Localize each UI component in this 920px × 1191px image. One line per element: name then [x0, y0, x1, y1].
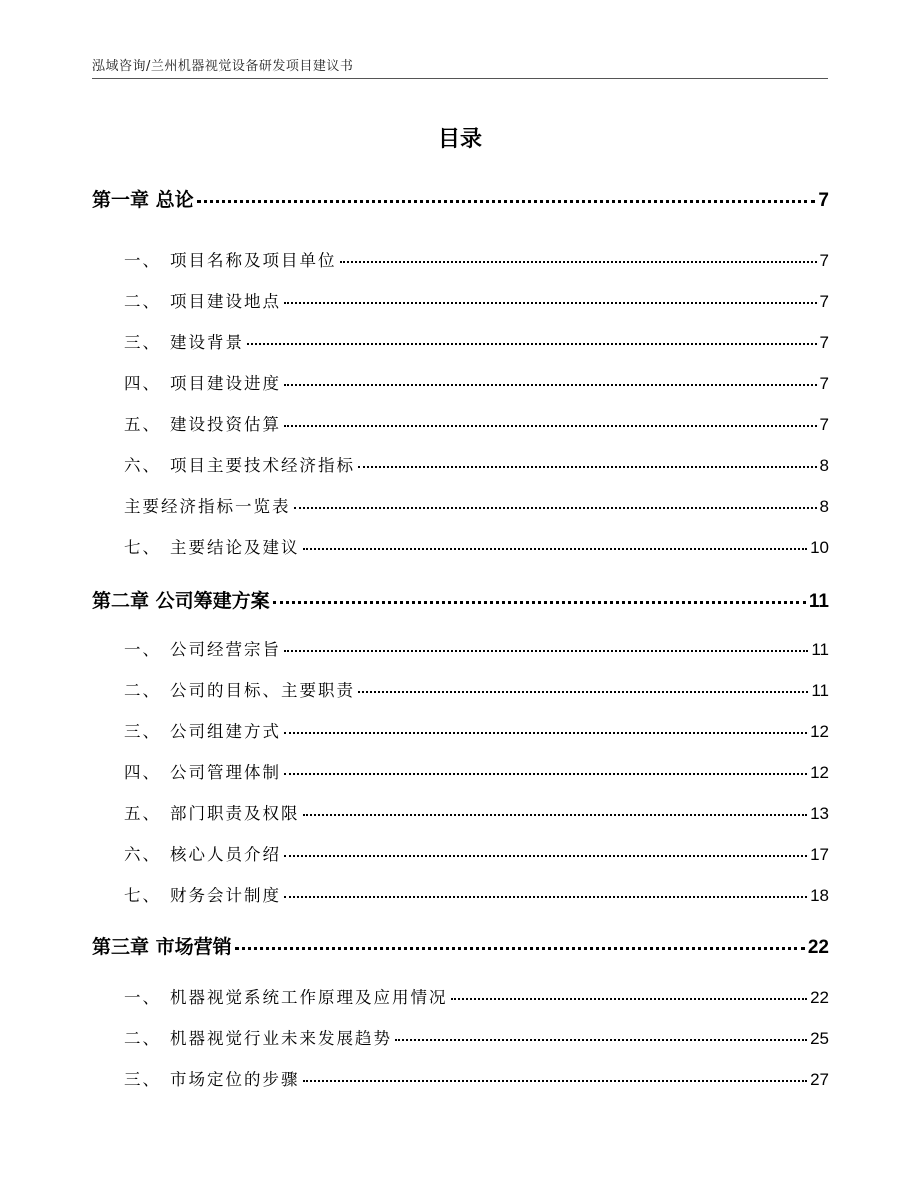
dot-leader — [284, 896, 807, 898]
page-number: 17 — [810, 845, 829, 864]
section-number: 六、 — [124, 845, 161, 864]
page-number: 7 — [819, 374, 829, 393]
toc-entry-label — [124, 718, 281, 742]
dot-leader — [303, 814, 808, 816]
section-number: 三、 — [124, 722, 161, 741]
dot-leader — [284, 855, 807, 857]
dot-leader — [395, 1039, 807, 1041]
dot-leader — [340, 261, 817, 263]
page-number: 8 — [819, 456, 829, 475]
section-number: 六、 — [124, 456, 161, 475]
toc-entry-label — [124, 677, 355, 701]
dot-leader — [197, 200, 816, 203]
page-number: 22 — [810, 988, 829, 1007]
section-title: 财务会计制度 — [170, 886, 281, 905]
dot-leader — [284, 773, 807, 775]
toc-chapter-entry[interactable] — [92, 932, 829, 959]
toc-entry-label — [92, 185, 194, 212]
toc-entry-label — [124, 288, 281, 312]
toc-entry-label — [124, 452, 355, 476]
toc-section-entry[interactable] — [92, 493, 829, 517]
toc-section-entry[interactable] — [92, 329, 829, 353]
running-header: 泓域咨询/兰州机器视觉设备研发项目建议书 — [92, 59, 354, 74]
toc-section-entry[interactable] — [92, 370, 829, 394]
section-title: 公司的目标、主要职责 — [170, 681, 355, 700]
section-title: 公司组建方式 — [170, 722, 281, 741]
toc-section-entry[interactable] — [92, 677, 829, 701]
dot-leader — [303, 1080, 808, 1082]
page-number: 27 — [810, 1070, 829, 1089]
page-number: 11 — [811, 640, 829, 659]
page-number: 12 — [810, 722, 829, 741]
dot-leader — [294, 507, 817, 509]
toc-section-entry[interactable] — [92, 411, 829, 435]
toc-section-entry[interactable] — [92, 718, 829, 742]
toc-entry-label — [124, 984, 448, 1008]
section-number: 七、 — [124, 886, 161, 905]
section-number: 二、 — [124, 1029, 161, 1048]
section-number: 五、 — [124, 804, 161, 823]
toc-entry-label — [124, 493, 291, 517]
toc-section-entry[interactable] — [92, 1066, 829, 1090]
section-number: 三、 — [124, 1070, 161, 1089]
section-number: 四、 — [124, 374, 161, 393]
toc-entry-label — [124, 841, 281, 865]
toc-entry-label — [124, 636, 281, 660]
section-title: 建设投资估算 — [170, 415, 281, 434]
dot-leader — [451, 998, 808, 1000]
toc-section-entry[interactable] — [92, 452, 829, 476]
toc-section-entry[interactable] — [92, 247, 829, 271]
section-number: 七、 — [124, 538, 161, 557]
page-number: 7 — [819, 292, 829, 311]
chapter-number: 第一章 — [92, 189, 150, 211]
toc-entry-label — [124, 247, 337, 271]
toc-entry-label — [124, 370, 281, 394]
page-number: 10 — [810, 538, 829, 557]
toc-section-entry[interactable] — [92, 800, 829, 824]
section-title: 部门职责及权限 — [170, 804, 300, 823]
section-title: 公司管理体制 — [170, 763, 281, 782]
section-number: 一、 — [124, 251, 161, 270]
page-number: 7 — [819, 333, 829, 352]
toc-section-entry[interactable] — [92, 288, 829, 312]
toc-entry-label — [124, 411, 281, 435]
page-number: 7 — [818, 190, 829, 211]
toc-section-entry[interactable] — [92, 534, 829, 558]
toc-entry-label — [124, 800, 300, 824]
section-title: 公司经营宗旨 — [170, 640, 281, 659]
toc-chapter-entry[interactable] — [92, 185, 829, 212]
chapter-number: 第三章 — [92, 936, 150, 958]
toc-section-entry[interactable] — [92, 1025, 829, 1049]
section-title: 项目主要技术经济指标 — [170, 456, 355, 475]
section-title: 建设背景 — [170, 333, 244, 352]
chapter-title: 总论 — [155, 189, 194, 211]
section-number: 二、 — [124, 292, 161, 311]
dot-leader — [284, 302, 817, 304]
toc-chapter-entry[interactable] — [92, 586, 829, 613]
toc-section-entry[interactable] — [92, 759, 829, 783]
toc-section-entry[interactable] — [92, 636, 829, 660]
section-title: 主要经济指标一览表 — [124, 497, 291, 516]
dot-leader — [247, 343, 817, 345]
dot-leader — [284, 384, 817, 386]
toc-title: 目录 — [437, 127, 482, 152]
toc-entry-label — [92, 586, 270, 613]
dot-leader — [358, 466, 817, 468]
chapter-title: 公司筹建方案 — [155, 590, 270, 612]
toc-entry-label — [124, 759, 281, 783]
toc-entry-label — [124, 1025, 392, 1049]
toc-entry-label — [124, 329, 244, 353]
section-number: 一、 — [124, 640, 161, 659]
page-number: 11 — [808, 591, 829, 612]
toc-entry-label — [124, 882, 281, 906]
section-title: 核心人员介绍 — [170, 845, 281, 864]
dot-leader — [273, 601, 806, 604]
dot-leader — [284, 425, 817, 427]
section-number: 一、 — [124, 988, 161, 1007]
section-title: 市场定位的步骤 — [170, 1070, 300, 1089]
page-number: 12 — [810, 763, 829, 782]
section-title: 机器视觉行业未来发展趋势 — [170, 1029, 392, 1048]
section-number: 三、 — [124, 333, 161, 352]
toc-section-entry[interactable] — [92, 841, 829, 865]
toc-section-entry[interactable] — [92, 984, 829, 1008]
section-title: 项目名称及项目单位 — [170, 251, 337, 270]
dot-leader — [284, 732, 807, 734]
page-number: 18 — [810, 886, 829, 905]
chapter-number: 第二章 — [92, 590, 150, 612]
header-rule — [92, 78, 828, 79]
dot-leader — [235, 947, 805, 950]
section-number: 二、 — [124, 681, 161, 700]
section-number: 五、 — [124, 415, 161, 434]
toc-entry-label — [92, 932, 232, 959]
section-title: 项目建设地点 — [170, 292, 281, 311]
page-number: 13 — [810, 804, 829, 823]
page-number: 7 — [819, 251, 829, 270]
chapter-title: 市场营销 — [155, 936, 232, 958]
section-title: 机器视觉系统工作原理及应用情况 — [170, 988, 448, 1007]
section-number: 四、 — [124, 763, 161, 782]
section-title: 项目建设进度 — [170, 374, 281, 393]
page-number: 25 — [810, 1029, 829, 1048]
dot-leader — [284, 650, 808, 652]
page-number: 8 — [819, 497, 829, 516]
toc-section-entry[interactable] — [92, 882, 829, 906]
section-title: 主要结论及建议 — [170, 538, 300, 557]
toc-entry-label — [124, 1066, 300, 1090]
toc-entry-label — [124, 534, 300, 558]
dot-leader — [303, 548, 808, 550]
page-number: 11 — [811, 681, 829, 700]
dot-leader — [358, 691, 808, 693]
page-number: 7 — [819, 415, 829, 434]
page-number: 22 — [807, 937, 829, 958]
